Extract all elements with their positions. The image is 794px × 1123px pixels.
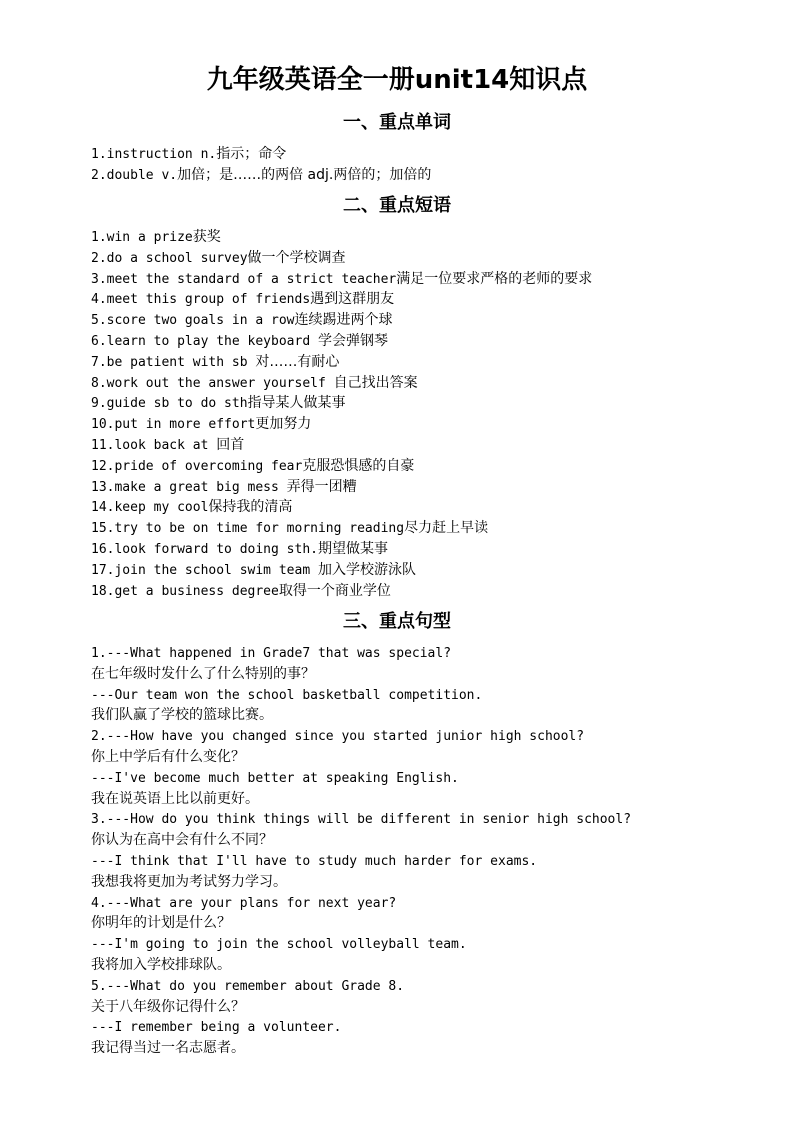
list-item-english: 15.try to be on time for morning reading	[91, 521, 405, 537]
list-item-english: 4.---What are your plans for next year?	[91, 895, 397, 911]
list-item-chinese: 我们队赢了学校的篮球比赛。	[91, 707, 273, 724]
list-item-english: 1.---What happened in Grade7 that was special?	[91, 646, 452, 661]
list-item-chinese: 我在说英语上比以前更好。	[91, 790, 259, 807]
list-item-english: 2.do a school survey	[91, 250, 248, 266]
list-item-chinese: 对……有耐心	[255, 353, 340, 370]
list-item	[91, 165, 751, 186]
list-item	[91, 331, 751, 352]
list-item	[91, 539, 751, 560]
list-item-chinese: 期望做某事	[317, 540, 388, 557]
list-item-english: 5.---What do you remember about Grade 8.	[91, 978, 405, 994]
list-item-english: 1.instruction n.	[91, 147, 217, 162]
list-item	[91, 851, 751, 872]
list-item-chinese: 加入学校游泳队	[317, 561, 416, 578]
list-item	[91, 269, 751, 290]
list-item	[91, 747, 751, 768]
list-item-english: 7.be patient with sb	[91, 354, 256, 370]
document-title: 九年级英语全一册unit14知识点	[206, 65, 588, 95]
list-item-chinese: 我想我将更加为考试努力学习。	[91, 873, 287, 890]
list-item-chinese: 你上中学后有什么变化？	[91, 748, 245, 765]
list-item-chinese: 指导某人做某事	[247, 395, 346, 412]
list-item-chinese: 回首	[216, 436, 245, 453]
list-item	[91, 955, 751, 976]
list-item-chinese: 克服恐惧感的自豪	[302, 457, 415, 474]
list-item	[91, 913, 751, 934]
list-item-chinese: 遇到这群朋友	[310, 291, 395, 308]
list-item	[91, 289, 751, 310]
list-item-english: 5.score two goals in a row	[91, 313, 295, 329]
list-item	[91, 435, 751, 456]
list-item	[91, 934, 751, 955]
list-item	[91, 893, 751, 914]
section-heading-sentences: 三、重点句型	[343, 611, 451, 632]
list-item	[91, 872, 751, 893]
list-item	[91, 310, 751, 331]
list-item-chinese: 加倍；是……的两倍 adj.两倍的；加倍的	[177, 166, 432, 183]
list-item-english: 2.double v.	[91, 167, 178, 183]
list-item	[91, 373, 751, 394]
list-item	[91, 497, 751, 518]
list-item-chinese: 获奖	[192, 229, 221, 245]
list-item-english: 4.meet this group of friends	[91, 292, 311, 308]
list-item	[91, 976, 751, 997]
list-item-chinese: 更加努力	[255, 416, 312, 433]
list-item-chinese: 我将加入学校排球队。	[91, 956, 231, 973]
list-item-chinese: 关于八年级你记得什么？	[91, 998, 245, 1015]
list-item	[91, 518, 751, 539]
list-item-english: 17.join the school swim team	[91, 562, 318, 578]
list-item-english: ---I've become much better at speaking English.	[91, 770, 459, 786]
list-item	[91, 685, 751, 706]
list-item-english: 13.make a great big mess	[91, 479, 287, 495]
section-heading-phrases: 二、重点短语	[343, 195, 451, 216]
list-item	[91, 581, 751, 602]
list-item-chinese: 指示；命令	[216, 146, 287, 162]
list-item-chinese: 自己找出答案	[333, 374, 418, 391]
list-item-chinese: 学会弹钢琴	[317, 332, 388, 349]
sentences-list	[91, 643, 751, 1059]
list-item	[91, 1038, 751, 1059]
list-item-chinese: 尽力赶上早读	[404, 520, 489, 537]
list-item	[91, 144, 751, 165]
list-item	[91, 997, 751, 1018]
list-item	[91, 664, 751, 685]
list-item-english: 11.look back at	[91, 437, 217, 453]
list-item-chinese: 你认为在高中会有什么不同？	[91, 832, 273, 849]
list-item-english: 14.keep my cool	[91, 500, 209, 516]
words-list	[91, 144, 751, 186]
list-item-chinese: 做一个学校调查	[247, 249, 346, 266]
list-item-english: 2.---How have you changed since you started junior high school?	[91, 729, 585, 745]
list-item-chinese: 弄得一团糟	[286, 478, 357, 495]
list-item-chinese: 满足一位要求严格的老师的要求	[396, 270, 593, 287]
phrases-list	[91, 227, 751, 601]
list-item-english: ---I think that I'll have to study much harder for exams.	[91, 853, 538, 869]
list-item	[91, 560, 751, 581]
list-item-chinese: 保持我的清高	[208, 499, 293, 516]
list-item-english: ---I'm going to join the school volleyball team.	[91, 937, 467, 953]
list-item	[91, 705, 751, 726]
list-item-english: ---Our team won the school basketball competition.	[91, 687, 483, 703]
list-item	[91, 789, 751, 810]
list-item-english: 10.put in more effort	[91, 417, 256, 433]
list-item-chinese: 你明年的计划是什么？	[91, 915, 231, 932]
list-item-chinese: 在七年级时发什么了什么特别的事？	[91, 665, 315, 682]
list-item-english: 8.work out the answer yourself	[91, 375, 334, 391]
section-heading-words: 一、重点单词	[343, 112, 451, 133]
list-item-english: 3.meet the standard of a strict teacher	[91, 271, 397, 287]
list-item	[91, 809, 751, 830]
list-item	[91, 768, 751, 789]
list-item	[91, 248, 751, 269]
list-item	[91, 726, 751, 747]
list-item	[91, 643, 751, 664]
list-item-english: 12.pride of overcoming fear	[91, 458, 303, 474]
list-item	[91, 393, 751, 414]
list-item-english: 16.look forward to doing sth.	[91, 541, 318, 557]
list-item-chinese: 连续踢进两个球	[294, 312, 393, 329]
list-item-chinese: 取得一个商业学位	[278, 582, 391, 599]
list-item	[91, 477, 751, 498]
list-item-english: 1.win a prize	[91, 230, 193, 245]
list-item-english: 6.learn to play the keyboard	[91, 333, 318, 349]
list-item-english: 18.get a business degree	[91, 583, 279, 599]
list-item-english: 3.---How do you think things will be different in senior high school?	[91, 812, 632, 828]
list-item	[91, 456, 751, 477]
list-item-chinese: 我记得当过一名志愿者。	[91, 1040, 245, 1057]
list-item	[91, 227, 751, 248]
list-item	[91, 414, 751, 435]
list-item-english: 9.guide sb to do sth	[91, 396, 248, 412]
list-item	[91, 352, 751, 373]
list-item	[91, 1017, 751, 1038]
list-item	[91, 830, 751, 851]
list-item-english: ---I remember being a volunteer.	[91, 1020, 342, 1036]
